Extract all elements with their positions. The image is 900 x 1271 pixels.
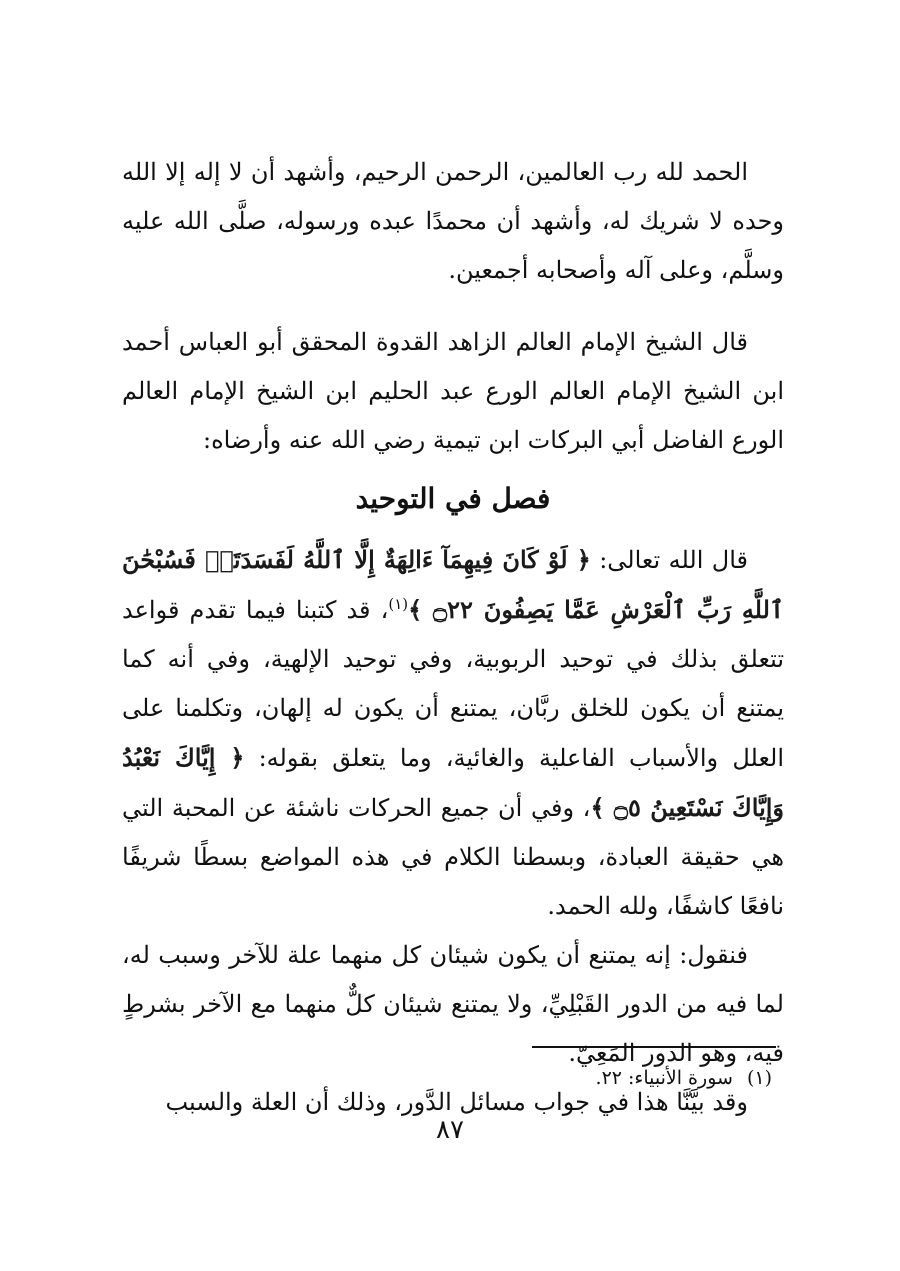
footnote-divider xyxy=(532,1046,776,1048)
tawhid-end: ، وفي أن جميع الحركات ناشئة عن المحبة التي هي حقيقة العبادة، وبسطنا الكلام في هذه المواضع بسطًا شريفًا نافعًا كاشفًا، ولله الحمد. xyxy=(122,794,784,920)
tawhid-paragraph xyxy=(122,535,784,931)
opening-paragraph: الحمد لله رب العالمين، الرحمن الرحيم، وأشهد أن لا إله إلا الله وحده لا شريك له، وأشهد أن محمدًا عبده ورسوله، صلَّى الله عليه وسلَّم، وعلى آله وأصحابه أجمعين. xyxy=(122,158,784,284)
page-body xyxy=(122,148,784,1127)
verse-anbiya: ﴿ لَوْ كَانَ فِيهِمَآ ءَالِهَةٌ إِلَّا ٱللَّهُ لَفَسَدَتَاۚ فَسُبْحَٰنَ ٱللَّهِ رَبِّ ٱلْعَرْشِ عَمَّا يَصِفُونَ ۝٢٢ ﴾ xyxy=(122,545,785,624)
footnote-marker[interactable]: (١) xyxy=(388,595,409,613)
circularity-paragraph: فنقول: إنه يمتنع أن يكون شيئان كل منهما علة للآخر وسبب له، لما فيه من الدور القَبْلِيِّ، ولا يمتنع شيئان كلٌّ منهما مع الآخر بشرطٍ فيه، وهو الدور المَعِيّ. xyxy=(122,941,784,1067)
footnote xyxy=(582,1064,772,1092)
page-number: ٨٧ xyxy=(436,1115,464,1145)
footnote-text: سورة الأنبياء: ٢٢. xyxy=(595,1067,733,1089)
attribution-paragraph: قال الشيخ الإمام العالم الزاهد القدوة المحقق أبو العباس أحمد ابن الشيخ الإمام العالم الورع عبد الحليم ابن الشيخ الإمام العالم الورع الفاضل أبي البركات ابن تيمية رضي الله عنه وأرضاه: xyxy=(122,328,784,454)
verse-fatiha: ﴿ إِيَّاكَ نَعْبُدُ وَإِيَّاكَ نَسْتَعِينُ ۝٥ ﴾ xyxy=(122,743,785,822)
section-heading: فصل في التوحيد xyxy=(355,482,551,515)
tawhid-intro: قال الله تعالى: xyxy=(590,546,749,574)
closing-paragraph: وقد بيَّنَّا هذا في جواب مسائل الدَّور، وذلك أن العلة والسبب xyxy=(165,1088,748,1116)
tawhid-body: ، قد كتبنا فيما تقدم قواعد تتعلق بذلك في توحيد الربوبية، وفي توحيد الإلهية، وفي أنه كما يمتنع أن يكون للخلق ربَّان، يمتنع أن يكون له إلهان، وتكلمنا على العلل والأسباب الفاعلية والغائية، وما يتعلق بقوله: xyxy=(122,596,785,772)
footnote-number: (١) xyxy=(746,1067,772,1089)
